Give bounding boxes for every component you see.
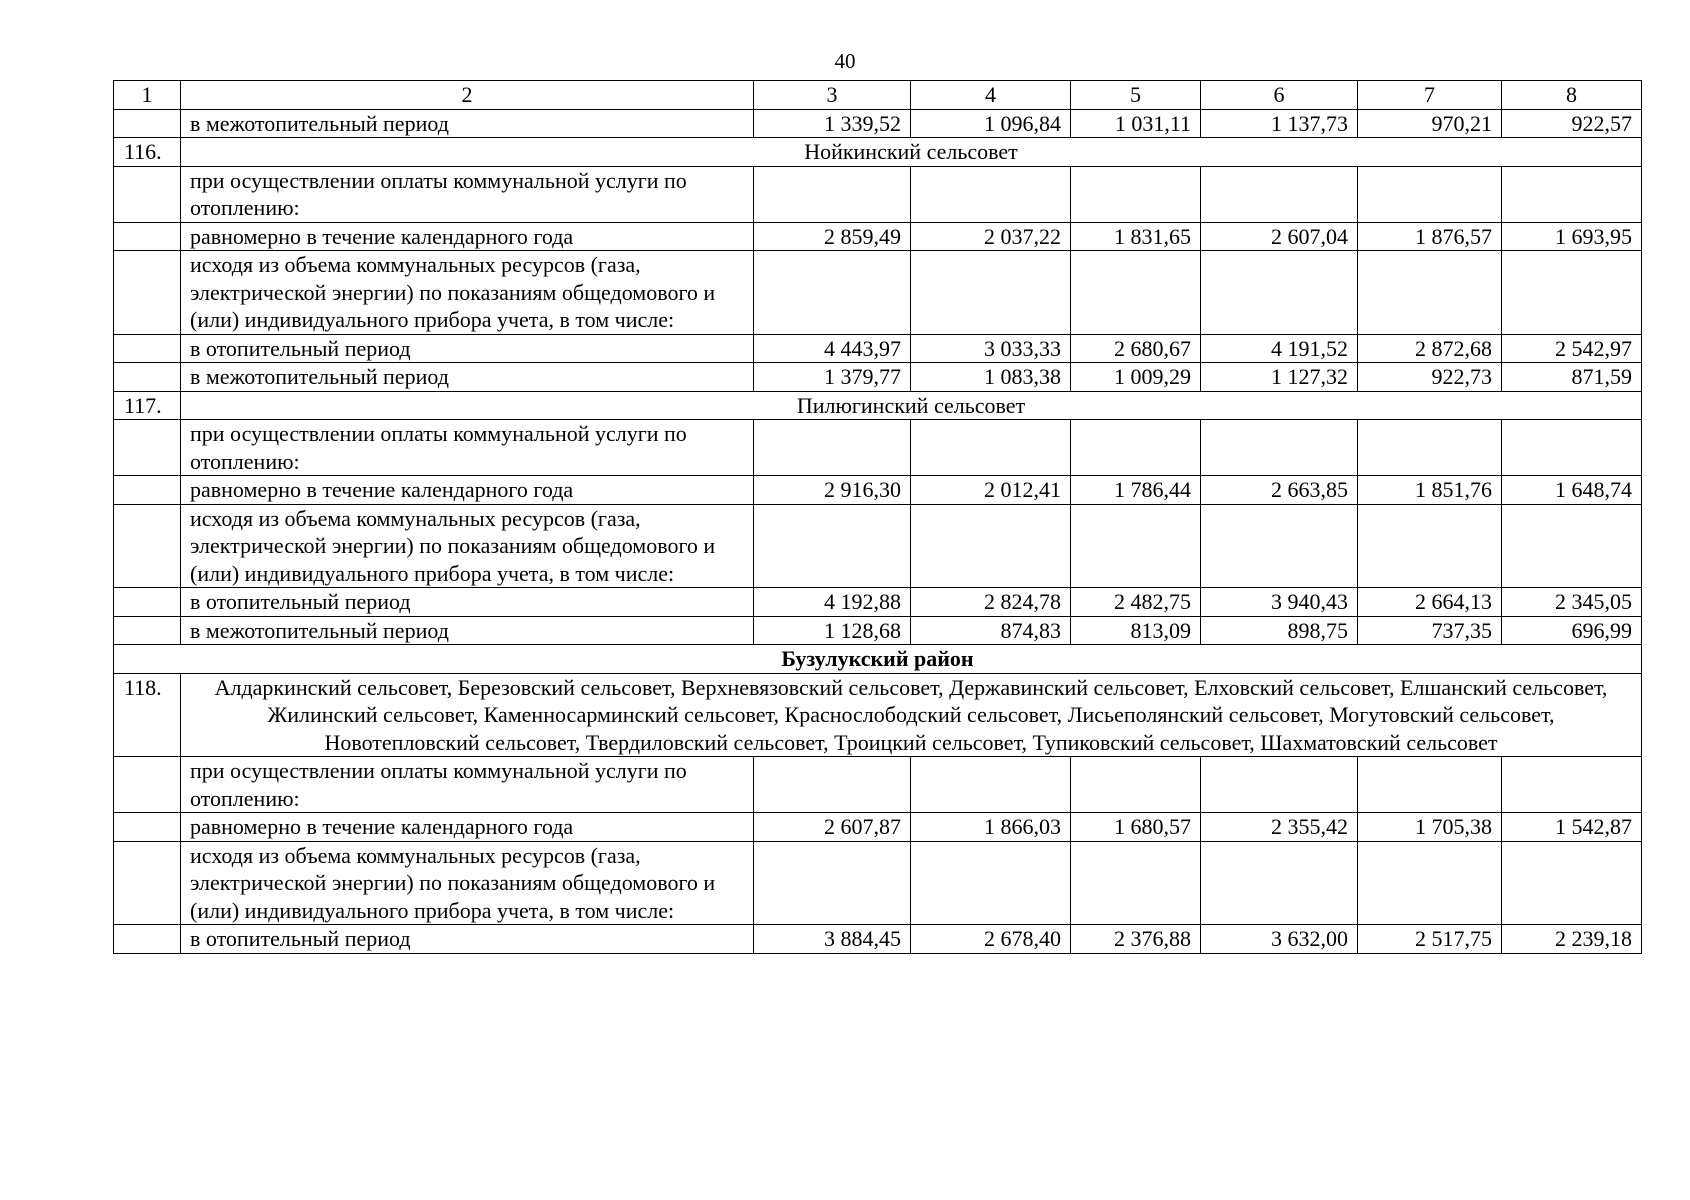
value-cell: 1 648,74: [1502, 476, 1642, 505]
table-row: [114, 925, 1642, 954]
value-cell: [754, 841, 911, 925]
value-cell: 3 884,45: [754, 925, 911, 954]
table-row: [114, 841, 1642, 925]
table-body: [114, 81, 1642, 954]
row-index-cell: [114, 841, 181, 925]
page-number: 40: [834, 49, 856, 73]
value-cell: 1 680,57: [1071, 813, 1201, 842]
header-cell: 7: [1358, 81, 1502, 110]
value-cell: [1071, 757, 1201, 813]
row-index-cell: [114, 251, 181, 335]
table-row: [114, 588, 1642, 617]
group-row: [114, 673, 1642, 757]
row-label-cell: при осуществлении оплаты коммунальной услуги по отоплению:: [181, 420, 754, 476]
value-cell: 2 037,22: [911, 222, 1071, 251]
row-label-cell: в межотопительный период: [181, 363, 754, 392]
value-cell: [754, 166, 911, 222]
value-cell: [1358, 757, 1502, 813]
value-cell: 1 851,76: [1358, 476, 1502, 505]
tariff-table: [113, 80, 1642, 954]
value-cell: [754, 757, 911, 813]
value-cell: 1 705,38: [1358, 813, 1502, 842]
value-cell: [1201, 166, 1358, 222]
value-cell: 1 031,11: [1071, 109, 1201, 138]
value-cell: 874,83: [911, 616, 1071, 645]
value-cell: 2 663,85: [1201, 476, 1358, 505]
header-cell: 3: [754, 81, 911, 110]
value-cell: [911, 251, 1071, 335]
header-row: [114, 81, 1642, 110]
region-row: [114, 645, 1642, 674]
value-cell: 2 542,97: [1502, 334, 1642, 363]
value-cell: 1 083,38: [911, 363, 1071, 392]
value-cell: 2 376,88: [1071, 925, 1201, 954]
row-label-cell: в межотопительный период: [181, 109, 754, 138]
value-cell: 4 191,52: [1201, 334, 1358, 363]
table-row: [114, 363, 1642, 392]
value-cell: 1 693,95: [1502, 222, 1642, 251]
value-cell: 1 128,68: [754, 616, 911, 645]
value-cell: 898,75: [1201, 616, 1358, 645]
row-index-cell: [114, 222, 181, 251]
row-index-cell: [114, 925, 181, 954]
value-cell: 1 786,44: [1071, 476, 1201, 505]
value-cell: 2 916,30: [754, 476, 911, 505]
table-row: [114, 616, 1642, 645]
value-cell: 3 033,33: [911, 334, 1071, 363]
row-label-cell: в межотопительный период: [181, 616, 754, 645]
value-cell: 1 009,29: [1071, 363, 1201, 392]
value-cell: [754, 504, 911, 588]
row-index-cell: [114, 588, 181, 617]
value-cell: 2 517,75: [1358, 925, 1502, 954]
value-cell: 3 940,43: [1201, 588, 1358, 617]
value-cell: [1358, 251, 1502, 335]
section-title-cell: Нойкинский сельсовет: [181, 138, 1642, 167]
value-cell: 1 542,87: [1502, 813, 1642, 842]
table-row: [114, 222, 1642, 251]
table-row: [114, 420, 1642, 476]
row-label-cell: при осуществлении оплаты коммунальной услуги по отоплению:: [181, 757, 754, 813]
value-cell: 922,73: [1358, 363, 1502, 392]
value-cell: 2 872,68: [1358, 334, 1502, 363]
value-cell: 2 607,87: [754, 813, 911, 842]
header-cell: 8: [1502, 81, 1642, 110]
row-index-cell: [114, 166, 181, 222]
section-index-cell: 117.: [114, 391, 181, 420]
value-cell: 2 482,75: [1071, 588, 1201, 617]
value-cell: [1201, 841, 1358, 925]
row-label-cell: в отопительный период: [181, 925, 754, 954]
table-row: [114, 334, 1642, 363]
value-cell: [1201, 251, 1358, 335]
value-cell: [1201, 757, 1358, 813]
value-cell: 2 012,41: [911, 476, 1071, 505]
header-cell: 4: [911, 81, 1071, 110]
value-cell: [1358, 504, 1502, 588]
value-cell: [1502, 166, 1642, 222]
value-cell: 922,57: [1502, 109, 1642, 138]
value-cell: [1071, 251, 1201, 335]
value-cell: 871,59: [1502, 363, 1642, 392]
row-label-cell: исходя из объема коммунальных ресурсов (газа, электрической энергии) по показаниям общедомового и (или) индивидуального прибора учета, в том числе:: [181, 841, 754, 925]
value-cell: 2 664,13: [1358, 588, 1502, 617]
value-cell: 696,99: [1502, 616, 1642, 645]
row-label-cell: равномерно в течение календарного года: [181, 813, 754, 842]
value-cell: 2 680,67: [1071, 334, 1201, 363]
row-label-cell: при осуществлении оплаты коммунальной услуги по отоплению:: [181, 166, 754, 222]
value-cell: 4 192,88: [754, 588, 911, 617]
value-cell: 4 443,97: [754, 334, 911, 363]
table-row: [114, 251, 1642, 335]
row-index-cell: [114, 334, 181, 363]
table-row: [114, 476, 1642, 505]
row-label-cell: в отопительный период: [181, 334, 754, 363]
value-cell: [754, 420, 911, 476]
header-cell: 1: [114, 81, 181, 110]
row-index-cell: [114, 109, 181, 138]
row-label-cell: исходя из объема коммунальных ресурсов (газа, электрической энергии) по показаниям общедомового и (или) индивидуального прибора учета, в том числе:: [181, 251, 754, 335]
value-cell: [754, 251, 911, 335]
value-cell: [1358, 420, 1502, 476]
value-cell: 3 632,00: [1201, 925, 1358, 954]
value-cell: [911, 841, 1071, 925]
value-cell: [911, 166, 1071, 222]
value-cell: [1071, 504, 1201, 588]
section-title-cell: Пилюгинский сельсовет: [181, 391, 1642, 420]
section-row: [114, 138, 1642, 167]
group-index-cell: 118.: [114, 673, 181, 757]
value-cell: [1071, 166, 1201, 222]
value-cell: [1358, 841, 1502, 925]
row-index-cell: [114, 504, 181, 588]
value-cell: [1502, 757, 1642, 813]
value-cell: [1502, 420, 1642, 476]
value-cell: 2 345,05: [1502, 588, 1642, 617]
value-cell: 2 678,40: [911, 925, 1071, 954]
value-cell: 2 824,78: [911, 588, 1071, 617]
table-row: [114, 813, 1642, 842]
header-cell: 6: [1201, 81, 1358, 110]
value-cell: [1071, 420, 1201, 476]
value-cell: [1502, 841, 1642, 925]
value-cell: 1 379,77: [754, 363, 911, 392]
table-row: [114, 109, 1642, 138]
header-cell: 2: [181, 81, 754, 110]
table-row: [114, 166, 1642, 222]
row-label-cell: равномерно в течение календарного года: [181, 222, 754, 251]
group-title-cell: Алдаркинский сельсовет, Березовский сельсовет, Верхневязовский сельсовет, Державинский сельсовет, Елховский сельсовет, Елшанский сельсовет, Жилинский сельсовет, Каменносарминский сельсовет, Краснослободский сельсовет, Лисьеполянский сельсовет, Могутовский сельсовет, Новотепловский сельсовет, Твердиловский сельсовет, Троицкий сельсовет, Тупиковский сельсовет, Шахматовский сельсовет: [181, 673, 1642, 757]
value-cell: [911, 420, 1071, 476]
value-cell: 1 866,03: [911, 813, 1071, 842]
value-cell: 813,09: [1071, 616, 1201, 645]
section-index-cell: 116.: [114, 138, 181, 167]
row-index-cell: [114, 476, 181, 505]
value-cell: 970,21: [1358, 109, 1502, 138]
row-label-cell: в отопительный период: [181, 588, 754, 617]
section-row: [114, 391, 1642, 420]
value-cell: 2 355,42: [1201, 813, 1358, 842]
row-index-cell: [114, 757, 181, 813]
value-cell: [1502, 251, 1642, 335]
region-title-cell: Бузулукский район: [114, 645, 1642, 674]
value-cell: 2 239,18: [1502, 925, 1642, 954]
header-cell: 5: [1071, 81, 1201, 110]
value-cell: [1201, 420, 1358, 476]
value-cell: 2 859,49: [754, 222, 911, 251]
value-cell: 1 831,65: [1071, 222, 1201, 251]
table-row: [114, 757, 1642, 813]
value-cell: [911, 757, 1071, 813]
row-index-cell: [114, 616, 181, 645]
value-cell: 2 607,04: [1201, 222, 1358, 251]
row-label-cell: исходя из объема коммунальных ресурсов (газа, электрической энергии) по показаниям общедомового и (или) индивидуального прибора учета, в том числе:: [181, 504, 754, 588]
value-cell: [911, 504, 1071, 588]
row-label-cell: равномерно в течение календарного года: [181, 476, 754, 505]
value-cell: [1502, 504, 1642, 588]
value-cell: 1 137,73: [1201, 109, 1358, 138]
value-cell: [1358, 166, 1502, 222]
value-cell: 737,35: [1358, 616, 1502, 645]
value-cell: 1 127,32: [1201, 363, 1358, 392]
value-cell: [1071, 841, 1201, 925]
row-index-cell: [114, 420, 181, 476]
row-index-cell: [114, 363, 181, 392]
value-cell: 1 096,84: [911, 109, 1071, 138]
row-index-cell: [114, 813, 181, 842]
value-cell: 1 876,57: [1358, 222, 1502, 251]
value-cell: 1 339,52: [754, 109, 911, 138]
table-row: [114, 504, 1642, 588]
value-cell: [1201, 504, 1358, 588]
